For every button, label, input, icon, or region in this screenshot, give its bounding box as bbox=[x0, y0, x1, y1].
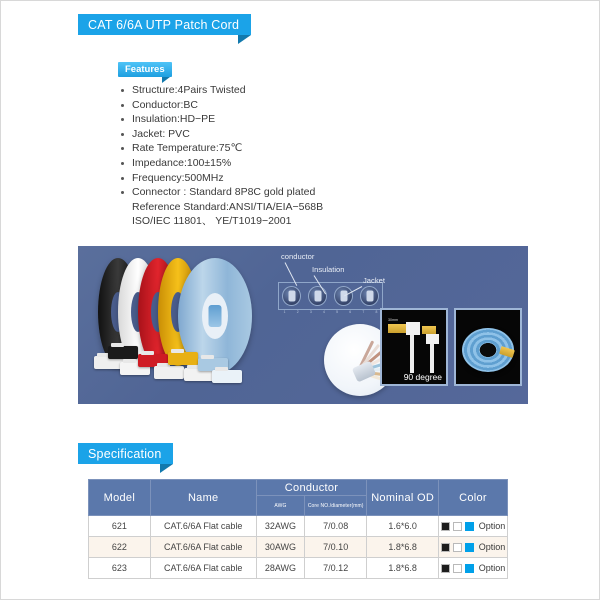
callout-conductor: conductor bbox=[281, 252, 315, 261]
color-option-label: Option bbox=[478, 542, 506, 552]
features-list bbox=[120, 83, 450, 229]
rj45-connectors-photo bbox=[94, 342, 244, 382]
feature-item: Insulation:HD−PE bbox=[120, 112, 450, 127]
column-header-nominal-od: Nominal OD bbox=[367, 480, 439, 516]
page-title-banner bbox=[78, 14, 251, 35]
color-swatch-black bbox=[441, 543, 450, 552]
features-tag bbox=[118, 62, 172, 77]
pin-number: 1 bbox=[283, 310, 286, 314]
connector-cable bbox=[410, 335, 414, 373]
cell-color bbox=[439, 516, 508, 537]
cell-color bbox=[439, 537, 508, 558]
inset-blue-cable-photo bbox=[454, 308, 522, 386]
color-swatch-white bbox=[453, 522, 462, 531]
cell-color bbox=[439, 558, 508, 579]
connector-gold-body bbox=[422, 326, 436, 334]
pin-number: 8 bbox=[375, 310, 378, 314]
rj45-plug bbox=[168, 352, 198, 365]
cell-nominal-od: 1.6*6.0 bbox=[367, 516, 439, 537]
connector-cable bbox=[430, 344, 434, 373]
table-header-row-top bbox=[89, 480, 508, 496]
cable-cross-section-diagram bbox=[278, 282, 383, 310]
table-row bbox=[89, 558, 508, 579]
rj45-plug bbox=[212, 370, 242, 383]
cell-nominal-od: 1.8*6.8 bbox=[367, 558, 439, 579]
cross-section-core bbox=[308, 286, 327, 306]
column-header-name: Name bbox=[150, 480, 256, 516]
inset-90-degree-photo bbox=[380, 308, 448, 386]
cell-awg: 32AWG bbox=[256, 516, 304, 537]
pin-number: 2 bbox=[296, 310, 299, 314]
cell-nominal-od: 1.8*6.8 bbox=[367, 537, 439, 558]
pin-number: 7 bbox=[362, 310, 365, 314]
color-swatch-group bbox=[440, 521, 506, 531]
pin-number: 5 bbox=[336, 310, 338, 314]
feature-item: Rate Temperature:75℃ bbox=[120, 141, 450, 156]
column-header-core-diameter: Core NO./diameter(mm) bbox=[305, 496, 367, 516]
color-swatch-blue bbox=[465, 522, 474, 531]
cell-core: 7/0.08 bbox=[305, 516, 367, 537]
cell-name: CAT.6/6A Flat cable bbox=[150, 516, 256, 537]
color-option-label: Option bbox=[478, 563, 506, 573]
cell-model: 622 bbox=[89, 537, 151, 558]
color-option-label: Option bbox=[478, 521, 506, 531]
cell-awg: 30AWG bbox=[256, 537, 304, 558]
feature-item: Frequency:500MHz bbox=[120, 171, 450, 186]
cell-awg: 28AWG bbox=[256, 558, 304, 579]
feature-item: Conductor:BC bbox=[120, 98, 450, 113]
color-swatch-blue bbox=[465, 564, 474, 573]
pin-number: 6 bbox=[349, 310, 352, 314]
cell-core: 7/0.10 bbox=[305, 537, 367, 558]
table-row bbox=[89, 537, 508, 558]
color-swatch-group bbox=[440, 542, 506, 552]
cell-name: CAT.6/6A Flat cable bbox=[150, 558, 256, 579]
specification-banner bbox=[78, 443, 173, 464]
feature-item: Jacket: PVC bbox=[120, 127, 450, 142]
connector-white-body bbox=[426, 334, 439, 344]
product-photo-panel bbox=[78, 246, 528, 404]
table-row bbox=[89, 516, 508, 537]
pin-number-row bbox=[278, 310, 383, 314]
page-title: CAT 6/6A UTP Patch Cord bbox=[88, 17, 240, 32]
inset-90-degree-label: 90 degree bbox=[403, 372, 442, 382]
feature-item: Impedance:100±15% bbox=[120, 156, 450, 171]
column-header-model: Model bbox=[89, 480, 151, 516]
rj45-plug bbox=[108, 346, 138, 359]
column-header-color: Color bbox=[439, 480, 508, 516]
column-header-conductor: Conductor bbox=[256, 480, 367, 496]
color-swatch-blue bbox=[465, 543, 474, 552]
color-swatch-group bbox=[440, 563, 506, 573]
cell-model: 621 bbox=[89, 516, 151, 537]
table-body bbox=[89, 516, 508, 579]
specification-table bbox=[88, 479, 508, 579]
dimension-label: 30mm bbox=[388, 318, 398, 322]
pin-number: 4 bbox=[322, 310, 325, 314]
specification-title: Specification bbox=[88, 446, 162, 461]
rj45-plug bbox=[154, 366, 184, 379]
feature-item: ISO/IEC 11801、 YE/T1019−2001 bbox=[132, 215, 292, 228]
cell-name: CAT.6/6A Flat cable bbox=[150, 537, 256, 558]
color-swatch-white bbox=[453, 564, 462, 573]
features-tag-label: Features bbox=[125, 64, 165, 75]
color-swatch-black bbox=[441, 522, 450, 531]
feature-item: Reference Standard:ANSI/TIA/EIA−568B bbox=[132, 200, 324, 213]
table-header bbox=[89, 480, 508, 516]
connector-gold-body bbox=[388, 324, 406, 333]
column-header-awg: AWG bbox=[256, 496, 304, 516]
color-swatch-white bbox=[453, 543, 462, 552]
cell-model: 623 bbox=[89, 558, 151, 579]
color-swatch-black bbox=[441, 564, 450, 573]
connector-white-body bbox=[406, 322, 420, 335]
cross-section-core bbox=[282, 286, 301, 306]
callout-insulation: Insulation bbox=[312, 265, 345, 274]
pin-number: 3 bbox=[309, 310, 312, 314]
feature-item: Structure:4Pairs Twisted bbox=[120, 83, 450, 98]
feature-item: Connector : Standard 8P8C gold plated bbox=[120, 185, 450, 200]
cell-core: 7/0.12 bbox=[305, 558, 367, 579]
callout-jacket: Jacket bbox=[363, 276, 385, 285]
cross-section-core bbox=[360, 286, 379, 306]
